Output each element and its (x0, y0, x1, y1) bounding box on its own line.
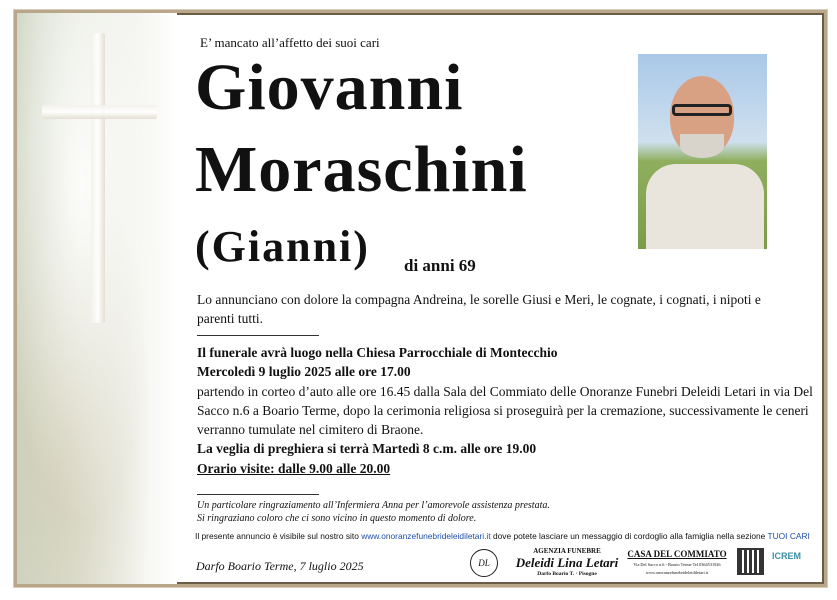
notice-text-2: dove potete lasciare un messaggio di cordoglio alla famiglia nella sezione (490, 531, 768, 541)
cross-arm (42, 105, 157, 119)
thanks-line-2: Si ringraziano coloro che ci sono vicino in questo momento di dolore. (197, 513, 477, 524)
casa-address: Via Del Sacco n.6 - Boario Terme Tel.0364531926 (633, 562, 721, 567)
photo-shirt (646, 164, 764, 249)
website-notice (195, 531, 810, 541)
cross-icon (91, 33, 105, 323)
photo-beard (680, 134, 724, 158)
deceased-age: di anni 69 (404, 256, 476, 275)
casa-site: www.onoranzefunebrideleidiletari.it (645, 570, 709, 575)
deceased-nickname: (Gianni) (195, 222, 370, 271)
divider-top (197, 335, 319, 336)
funeral-date: Mercoledì 9 luglio 2025 alle ore 17.00 (197, 364, 411, 380)
casa-commiato-block (619, 549, 735, 575)
thanks-text (197, 499, 550, 525)
tuoi-cari-link[interactable]: TUOI CARI (767, 531, 810, 541)
vigil-info: La veglia di preghiera si terrà Martedì 8 c.m. alle ore 19.00 (197, 441, 537, 457)
place-date: Darfo Boario Terme, 7 luglio 2025 (196, 559, 364, 573)
cross-background-image (17, 13, 177, 584)
funeral-church: Il funerale avrà luogo nella Chiesa Parrocchiale di Montecchio (197, 345, 558, 360)
website-link[interactable]: www.onoranzefunebrideleidiletari.it (361, 531, 491, 541)
deceased-first-name: Giovanni (195, 51, 464, 124)
agency-logo-icon: DL (470, 549, 498, 577)
visiting-hours: Orario visite: dalle 9.00 alle 20.00 (197, 460, 391, 476)
agency-title: AGENZIA FUNEBRE (533, 547, 601, 555)
qr-code-icon[interactable] (737, 548, 764, 575)
agency-name: Deleidi Lina Letari (515, 555, 619, 570)
casa-title: CASA DEL COMMIATO (627, 549, 727, 559)
agency-locations: Darfo Boario T. · Pisogne (537, 571, 597, 577)
obituary-frame (14, 10, 827, 587)
deceased-photo (638, 54, 767, 249)
agency-block (502, 547, 632, 577)
icrem-logo: ICREM (772, 551, 801, 561)
obituary-content (182, 13, 824, 584)
intro-text: E’ mancato all’affetto dei suoi cari (200, 35, 380, 50)
thanks-line-1: Un particolare ringraziamento all’Infermiera Anna per l’amorevole assistenza prestata. (197, 500, 550, 511)
divider-bottom (197, 494, 319, 495)
funeral-details (197, 343, 817, 478)
notice-text-1: Il presente annuncio è visibile sul nostro sito (195, 531, 362, 541)
photo-glasses (672, 104, 732, 116)
announcement-text: Lo annunciano con dolore la compagna Andreina, le sorelle Giusi e Meri, le cognate, i cognati, i nipoti e parenti tutti. (197, 292, 761, 326)
deceased-last-name: Moraschini (195, 133, 528, 206)
funeral-procession: partendo in corteo d’auto alle ore 16.45 dalla Sala del Commiato delle Onoranze Funebri Deleidi Letari in via Del Sacco n.6 a Boario Terme, dopo la cerimonia religiosa si proseguirà per la cremazione, successivamente le ceneri verranno tumulate nel cimitero di Braone. (197, 383, 813, 438)
